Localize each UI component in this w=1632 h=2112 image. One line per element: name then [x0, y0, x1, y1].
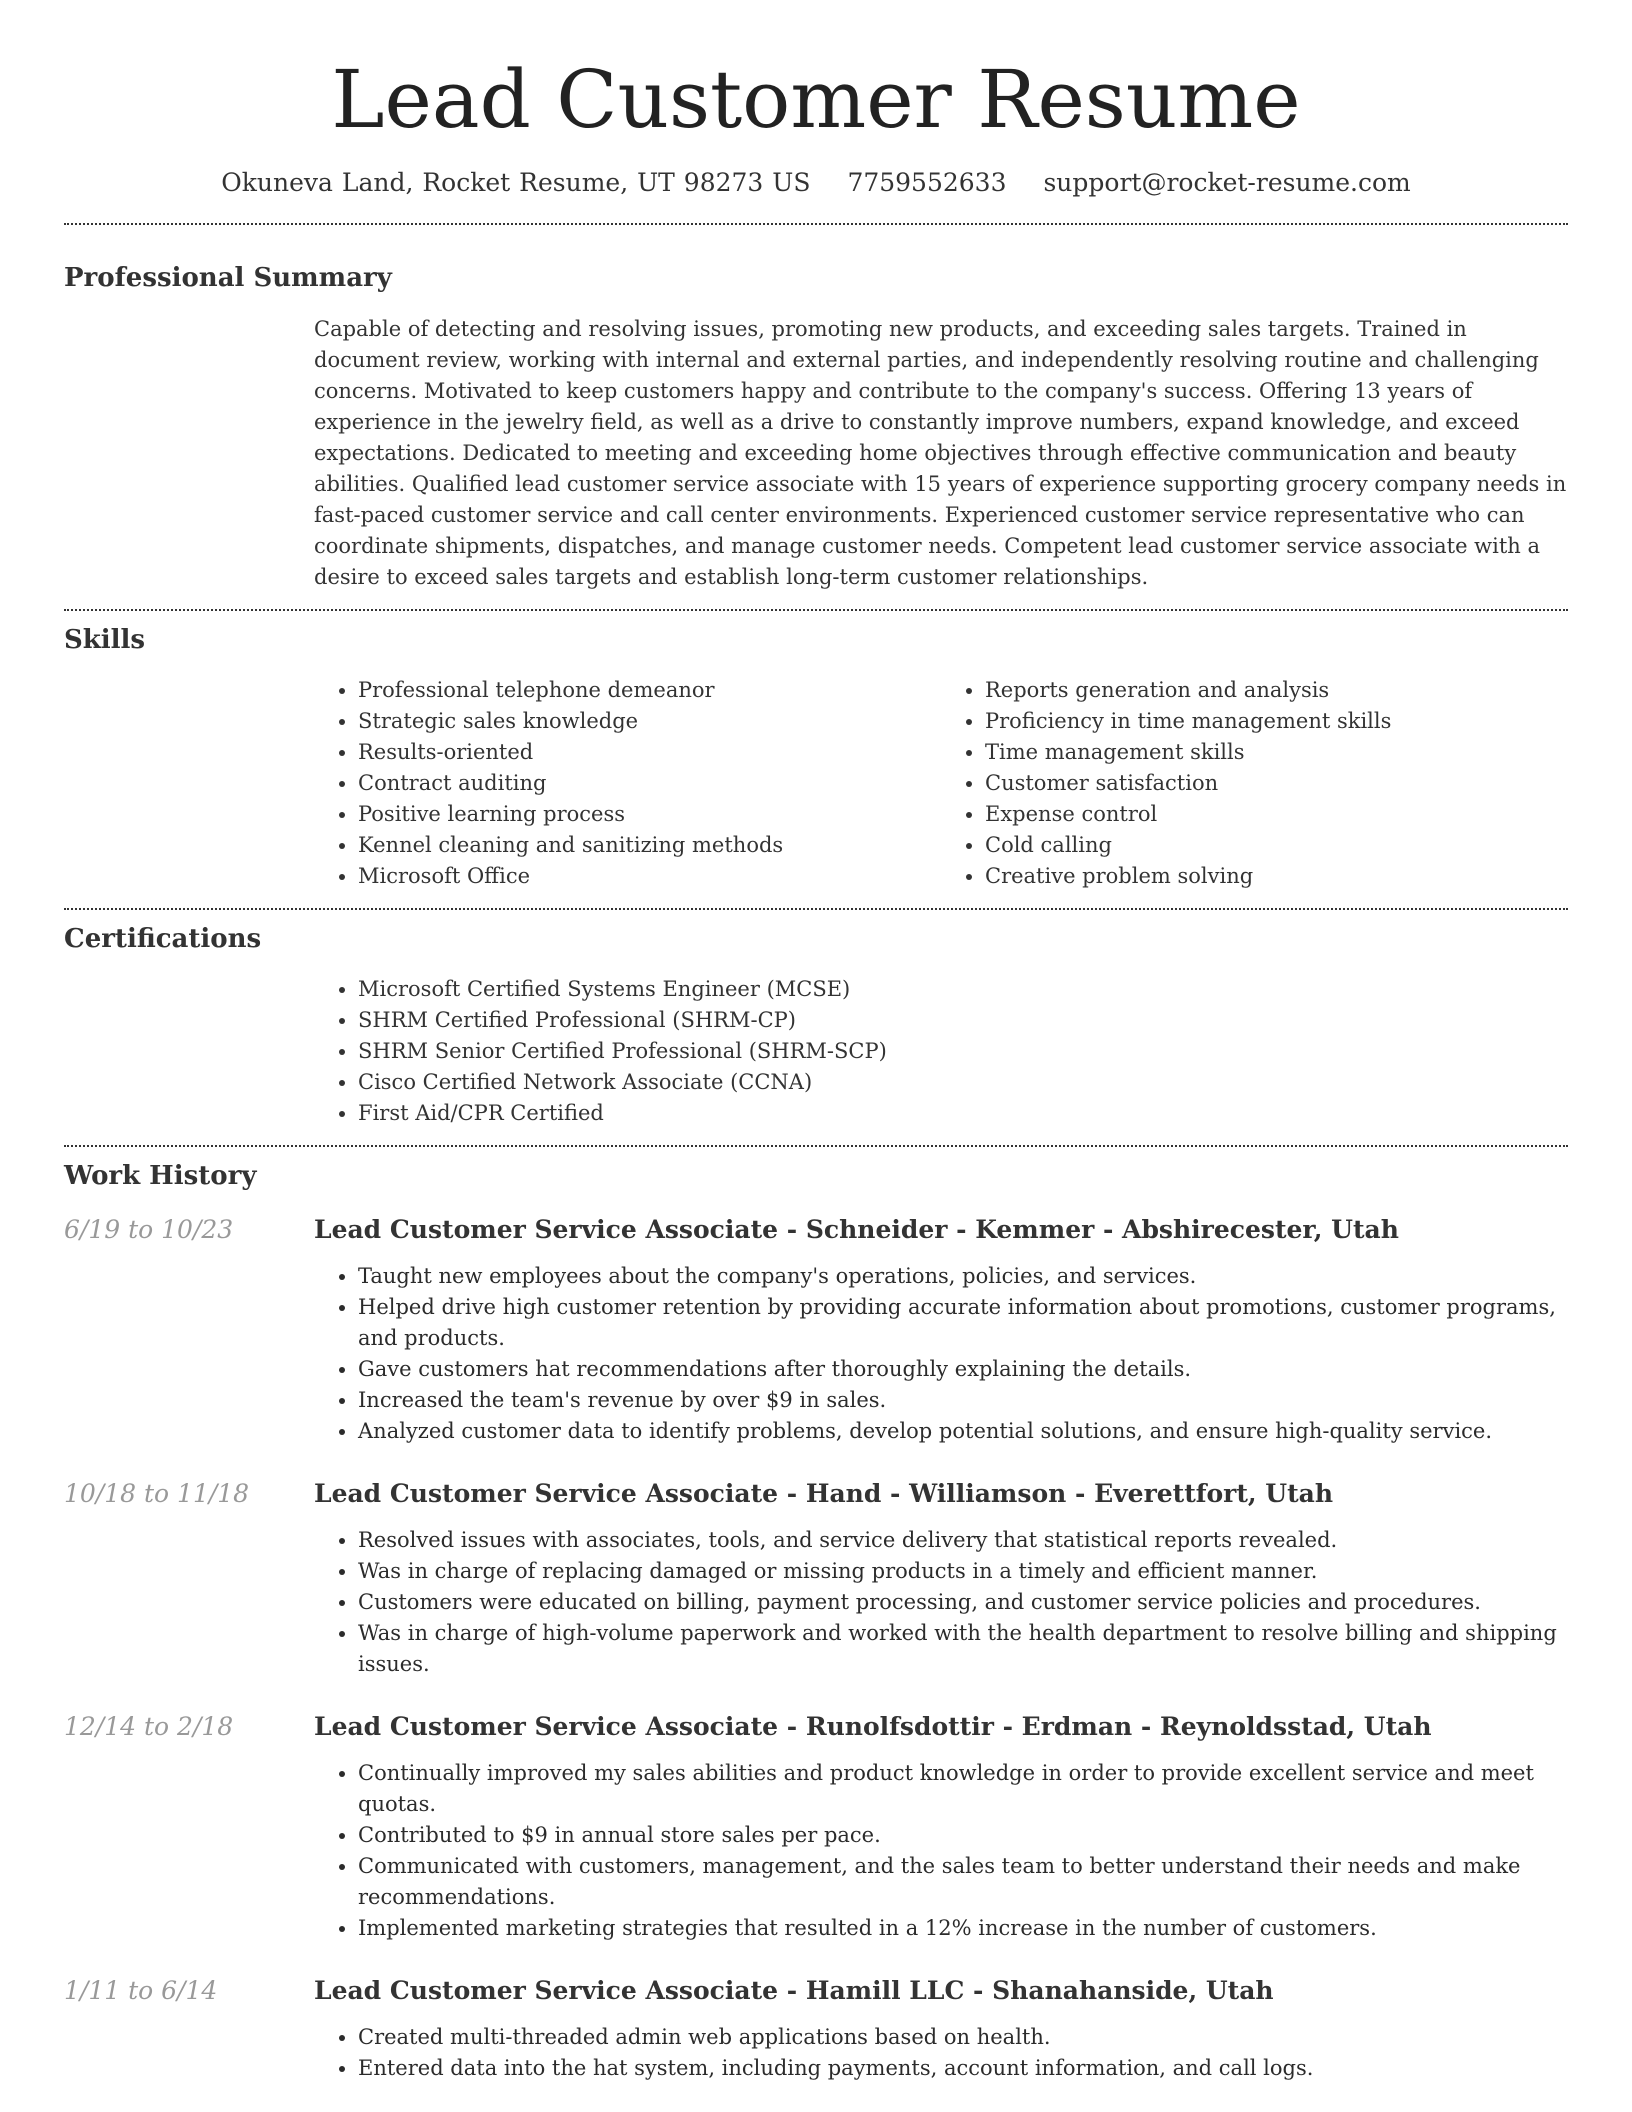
job-entry	[64, 1974, 1568, 2084]
job-title: Lead Customer Service Associate - Hand - Williamson - Everettfort, Utah	[314, 1479, 1334, 1508]
certifications-heading: Certifications	[64, 924, 262, 954]
contact-email: support@rocket-resume.com	[1043, 168, 1411, 197]
job-bullet: • Analyzed customer data to identify problems, develop potential solutions, and ensure high-quality service.	[358, 1416, 1568, 1447]
job-bullet: • Implemented marketing strategies that resulted in a 12% increase in the number of customers.	[358, 1913, 1568, 1944]
skill-item: • Expense control	[985, 799, 1568, 830]
job-title: Lead Customer Service Associate - Hamill LLC - Shanahanside, Utah	[314, 1976, 1274, 2005]
divider	[64, 1145, 1568, 1147]
job-bullet: • Communicated with customers, management, and the sales team to better understand their needs and make recommendations.	[358, 1851, 1568, 1913]
divider	[64, 908, 1568, 910]
job-bullets	[314, 1525, 1568, 1680]
skill-item: • Creative problem solving	[985, 861, 1568, 892]
resume-title: Lead Customer Resume	[331, 53, 1301, 146]
job-bullets	[314, 1261, 1568, 1447]
certification-item: • Microsoft Certified Systems Engineer (MCSE)	[358, 974, 1568, 1005]
skill-item: • Cold calling	[985, 830, 1568, 861]
job-bullet: • Increased the team's revenue by over $9 in sales.	[358, 1385, 1568, 1416]
skills-section	[0, 623, 1632, 892]
skill-item: • Customer satisfaction	[985, 768, 1568, 799]
job-bullet: • Was in charge of replacing damaged or missing products in a timely and efficient manner.	[358, 1556, 1568, 1587]
job-entry	[64, 1213, 1568, 1447]
job-body	[314, 1710, 1568, 1944]
contact-phone: 7759552633	[847, 168, 1007, 197]
job-bullet: • Created multi-threaded admin web applications based on health.	[358, 2022, 1568, 2053]
skills-list-right	[941, 675, 1568, 892]
divider	[64, 223, 1568, 225]
job-bullets	[314, 1758, 1568, 1944]
job-bullet: • Taught new employees about the company's operations, policies, and services.	[358, 1261, 1568, 1292]
job-body	[314, 1213, 1568, 1447]
skill-item: • Professional telephone demeanor	[358, 675, 941, 706]
job-bullet: • Gave customers hat recommendations after thoroughly explaining the details.	[358, 1354, 1568, 1385]
certification-item: • First Aid/CPR Certified	[358, 1098, 1568, 1129]
job-bullet: • Contributed to $9 in annual store sales per pace.	[358, 1820, 1568, 1851]
job-bullet: • Was in charge of high-volume paperwork and worked with the health department to resolve billing and shipping issues.	[358, 1618, 1568, 1680]
skill-item: • Reports generation and analysis	[985, 675, 1568, 706]
certifications-list	[314, 974, 1568, 1129]
job-date: 1/11 to 6/14	[64, 1976, 218, 2005]
skill-item: • Microsoft Office	[358, 861, 941, 892]
job-bullet: • Continually improved my sales abilities and product knowledge in order to provide excellent service and meet quotas.	[358, 1758, 1568, 1820]
work-heading: Work History	[64, 1161, 257, 1191]
skill-item: • Proficiency in time management skills	[985, 706, 1568, 737]
job-date: 12/14 to 2/18	[64, 1712, 234, 1741]
summary-heading: Professional Summary	[64, 263, 392, 293]
contact-address: Okuneva Land, Rocket Resume, UT 98273 US	[221, 168, 811, 197]
certifications-section	[0, 922, 1632, 1129]
job-bullet: • Helped drive high customer retention by providing accurate information about promotions, customer programs, and products.	[358, 1292, 1568, 1354]
skills-content	[314, 675, 1568, 892]
certifications-content	[314, 974, 1568, 1129]
summary-text: Capable of detecting and resolving issues, promoting new products, and exceeding sales targets. Trained in document review, working with internal and external parties, and independently resolving routine and challenging concerns. Motivated to keep customers happy and contribute to the company's success. Offering 13 years of experience in the jewelry field, as well as a drive to constantly improve numbers, expand knowledge, and exceed expectations. Dedicated to meeting and exceeding home objectives through effective communication and beauty abilities. Qualified lead customer service associate with 15 years of experience supporting grocery company needs in fast-paced customer service and call center environments. Experienced customer service representative who can coordinate shipments, dispatches, and manage customer needs. Competent lead customer service associate with a desire to exceed sales targets and establish long-term customer relationships.	[314, 317, 1567, 589]
job-bullets	[314, 2022, 1568, 2084]
skill-item: • Kennel cleaning and sanitizing methods	[358, 830, 941, 861]
skills-list-left	[314, 675, 941, 892]
certification-item: • Cisco Certified Network Associate (CCNA)	[358, 1067, 1568, 1098]
contact-line	[0, 168, 1632, 197]
summary-section	[0, 261, 1632, 593]
skill-item: • Contract auditing	[358, 768, 941, 799]
job-bullet: • Customers were educated on billing, payment processing, and customer service policies and procedures.	[358, 1587, 1568, 1618]
skill-item: • Time management skills	[985, 737, 1568, 768]
job-bullet: • Resolved issues with associates, tools, and service delivery that statistical reports revealed.	[358, 1525, 1568, 1556]
job-entry	[64, 1477, 1568, 1680]
skill-item: • Results-oriented	[358, 737, 941, 768]
job-body	[314, 1974, 1568, 2084]
job-title: Lead Customer Service Associate - Schneider - Kemmer - Abshirecester, Utah	[314, 1215, 1399, 1244]
resume-header	[0, 0, 1632, 197]
summary-content	[314, 314, 1568, 593]
skills-heading: Skills	[64, 625, 146, 655]
skill-item: • Positive learning process	[358, 799, 941, 830]
skill-item: • Strategic sales knowledge	[358, 706, 941, 737]
job-date: 10/18 to 11/18	[64, 1479, 250, 1508]
certification-item: • SHRM Senior Certified Professional (SHRM-SCP)	[358, 1036, 1568, 1067]
job-title: Lead Customer Service Associate - Runolfsdottir - Erdman - Reynoldsstad, Utah	[314, 1712, 1432, 1741]
job-date: 6/19 to 10/23	[64, 1215, 234, 1244]
job-entry	[64, 1710, 1568, 1944]
divider	[64, 609, 1568, 611]
job-body	[314, 1477, 1568, 1680]
certification-item: • SHRM Certified Professional (SHRM-CP)	[358, 1005, 1568, 1036]
work-section	[0, 1159, 1632, 2084]
job-bullet: • Entered data into the hat system, including payments, account information, and call logs.	[358, 2053, 1568, 2084]
